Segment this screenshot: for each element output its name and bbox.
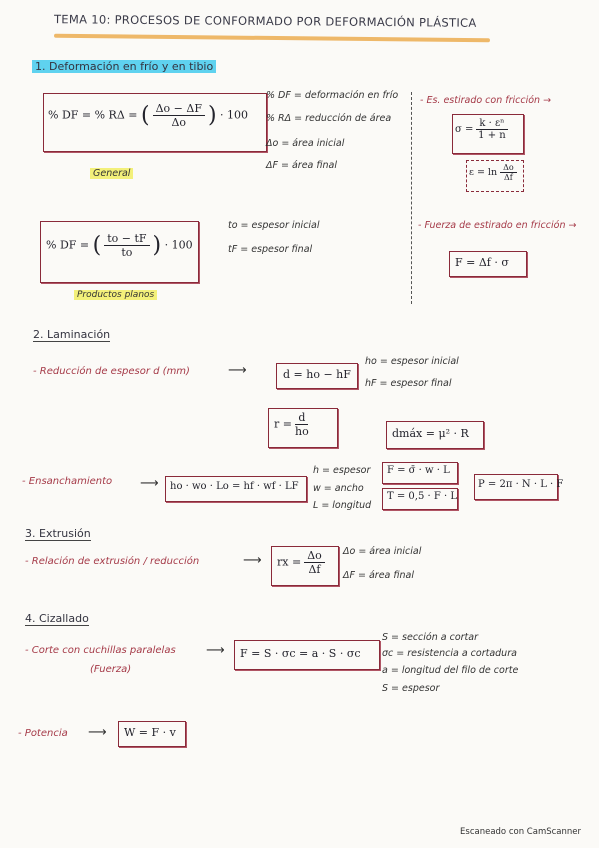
- arrow-icon: ⟶: [206, 643, 225, 658]
- def-df: % DF = deformación en frío: [266, 90, 399, 101]
- P-formula: P = 2π · N · L · F: [478, 479, 564, 490]
- general-formula: % DF = % RΔ = ( $\frac{\Delta o - \Delta F}{\Delta o}$ ) · 100: [48, 102, 249, 129]
- arrow-icon: ⟶: [228, 363, 247, 378]
- def-h: h = espesor: [313, 465, 371, 476]
- rx-formula: rx = $\frac{\Delta o}{\Delta f}$: [277, 549, 328, 576]
- fuerza-title: - Fuerza de estirado en fricción →: [418, 220, 577, 231]
- def-a: a = longitud del filo de corte: [382, 665, 519, 676]
- cizalla-formula: F = S · σc = a · S · σc: [240, 647, 361, 660]
- def-af: ΔF = área final: [266, 160, 337, 171]
- dmax-formula: dmáx = μ² · R: [392, 427, 469, 440]
- title-underline: [54, 34, 490, 43]
- section-1-heading: 1. Deformación en frío y en tibio: [32, 60, 216, 73]
- def-w: w = ancho: [313, 483, 364, 494]
- r-formula: r = $\frac{d}{ho}$: [274, 411, 309, 438]
- def-tf: tF = espesor final: [228, 244, 313, 255]
- def-s: S = sección a cortar: [382, 632, 478, 643]
- d-formula: d = ho − hF: [283, 368, 351, 381]
- def-ao: Δo = área inicial: [266, 138, 345, 149]
- arrow-icon: ⟶: [88, 725, 107, 740]
- relacion-label: - Relación de extrusión / reducción: [25, 556, 200, 567]
- def-sigma-c: σc = resistencia a cortadura: [382, 648, 517, 659]
- fuerza-label: (Fuerza): [90, 664, 132, 675]
- column-divider: [411, 92, 412, 304]
- def-espesor: S = espesor: [382, 683, 440, 694]
- ensanch-formula: ho · wo · Lo = hf · wf · LF: [170, 481, 299, 492]
- epsilon-formula: ε = ln $\frac{\Delta o}{\Delta f}$: [469, 163, 520, 182]
- def-ho: ho = espesor inicial: [365, 356, 459, 367]
- def-to: to = espesor inicial: [228, 220, 320, 231]
- friccion-title: - Es. estirado con fricción →: [420, 95, 552, 106]
- section-2-heading: 2. Laminación: [33, 328, 111, 341]
- T-formula: T = 0,5 · F · L: [387, 491, 457, 502]
- planos-formula: % DF = ( $\frac{to - tF}{to}$ ) · 100: [46, 232, 193, 259]
- sigma-formula: σ = $\frac{\text{k · εⁿ}}{1 + n}$: [455, 118, 506, 141]
- def-af-ext: ΔF = área final: [343, 570, 414, 581]
- section-3-heading: 3. Extrusión: [25, 527, 91, 540]
- ensanchamiento-label: - Ensanchamiento: [22, 476, 113, 487]
- potencia-label: - Potencia: [18, 728, 68, 739]
- potencia-formula: W = F · v: [124, 726, 176, 739]
- def-ra: % RΔ = reducción de área: [266, 113, 392, 124]
- fuerza-formula: F = Δf · σ: [455, 256, 509, 269]
- def-l: L = longitud: [313, 500, 372, 511]
- planos-label: Productos planos: [74, 290, 157, 300]
- page-title: TEMA 10: PROCESOS DE CONFORMADO POR DEFORMACIÓN PLÁSTICA: [53, 12, 477, 30]
- def-hf: hF = espesor final: [365, 378, 452, 389]
- scanner-watermark: Escaneado con CamScanner: [460, 827, 581, 837]
- F-formula: F = σ̄ · w · L: [387, 465, 450, 476]
- def-ao-ext: Δo = área inicial: [343, 546, 422, 557]
- corte-label: - Corte con cuchillas paralelas: [25, 645, 176, 656]
- section-4-heading: 4. Cizallado: [25, 612, 89, 625]
- arrow-icon: ⟶: [140, 476, 159, 491]
- arrow-icon: ⟶: [243, 553, 262, 568]
- reduccion-label: - Reducción de espesor d (mm): [33, 366, 190, 377]
- general-label: General: [90, 168, 133, 179]
